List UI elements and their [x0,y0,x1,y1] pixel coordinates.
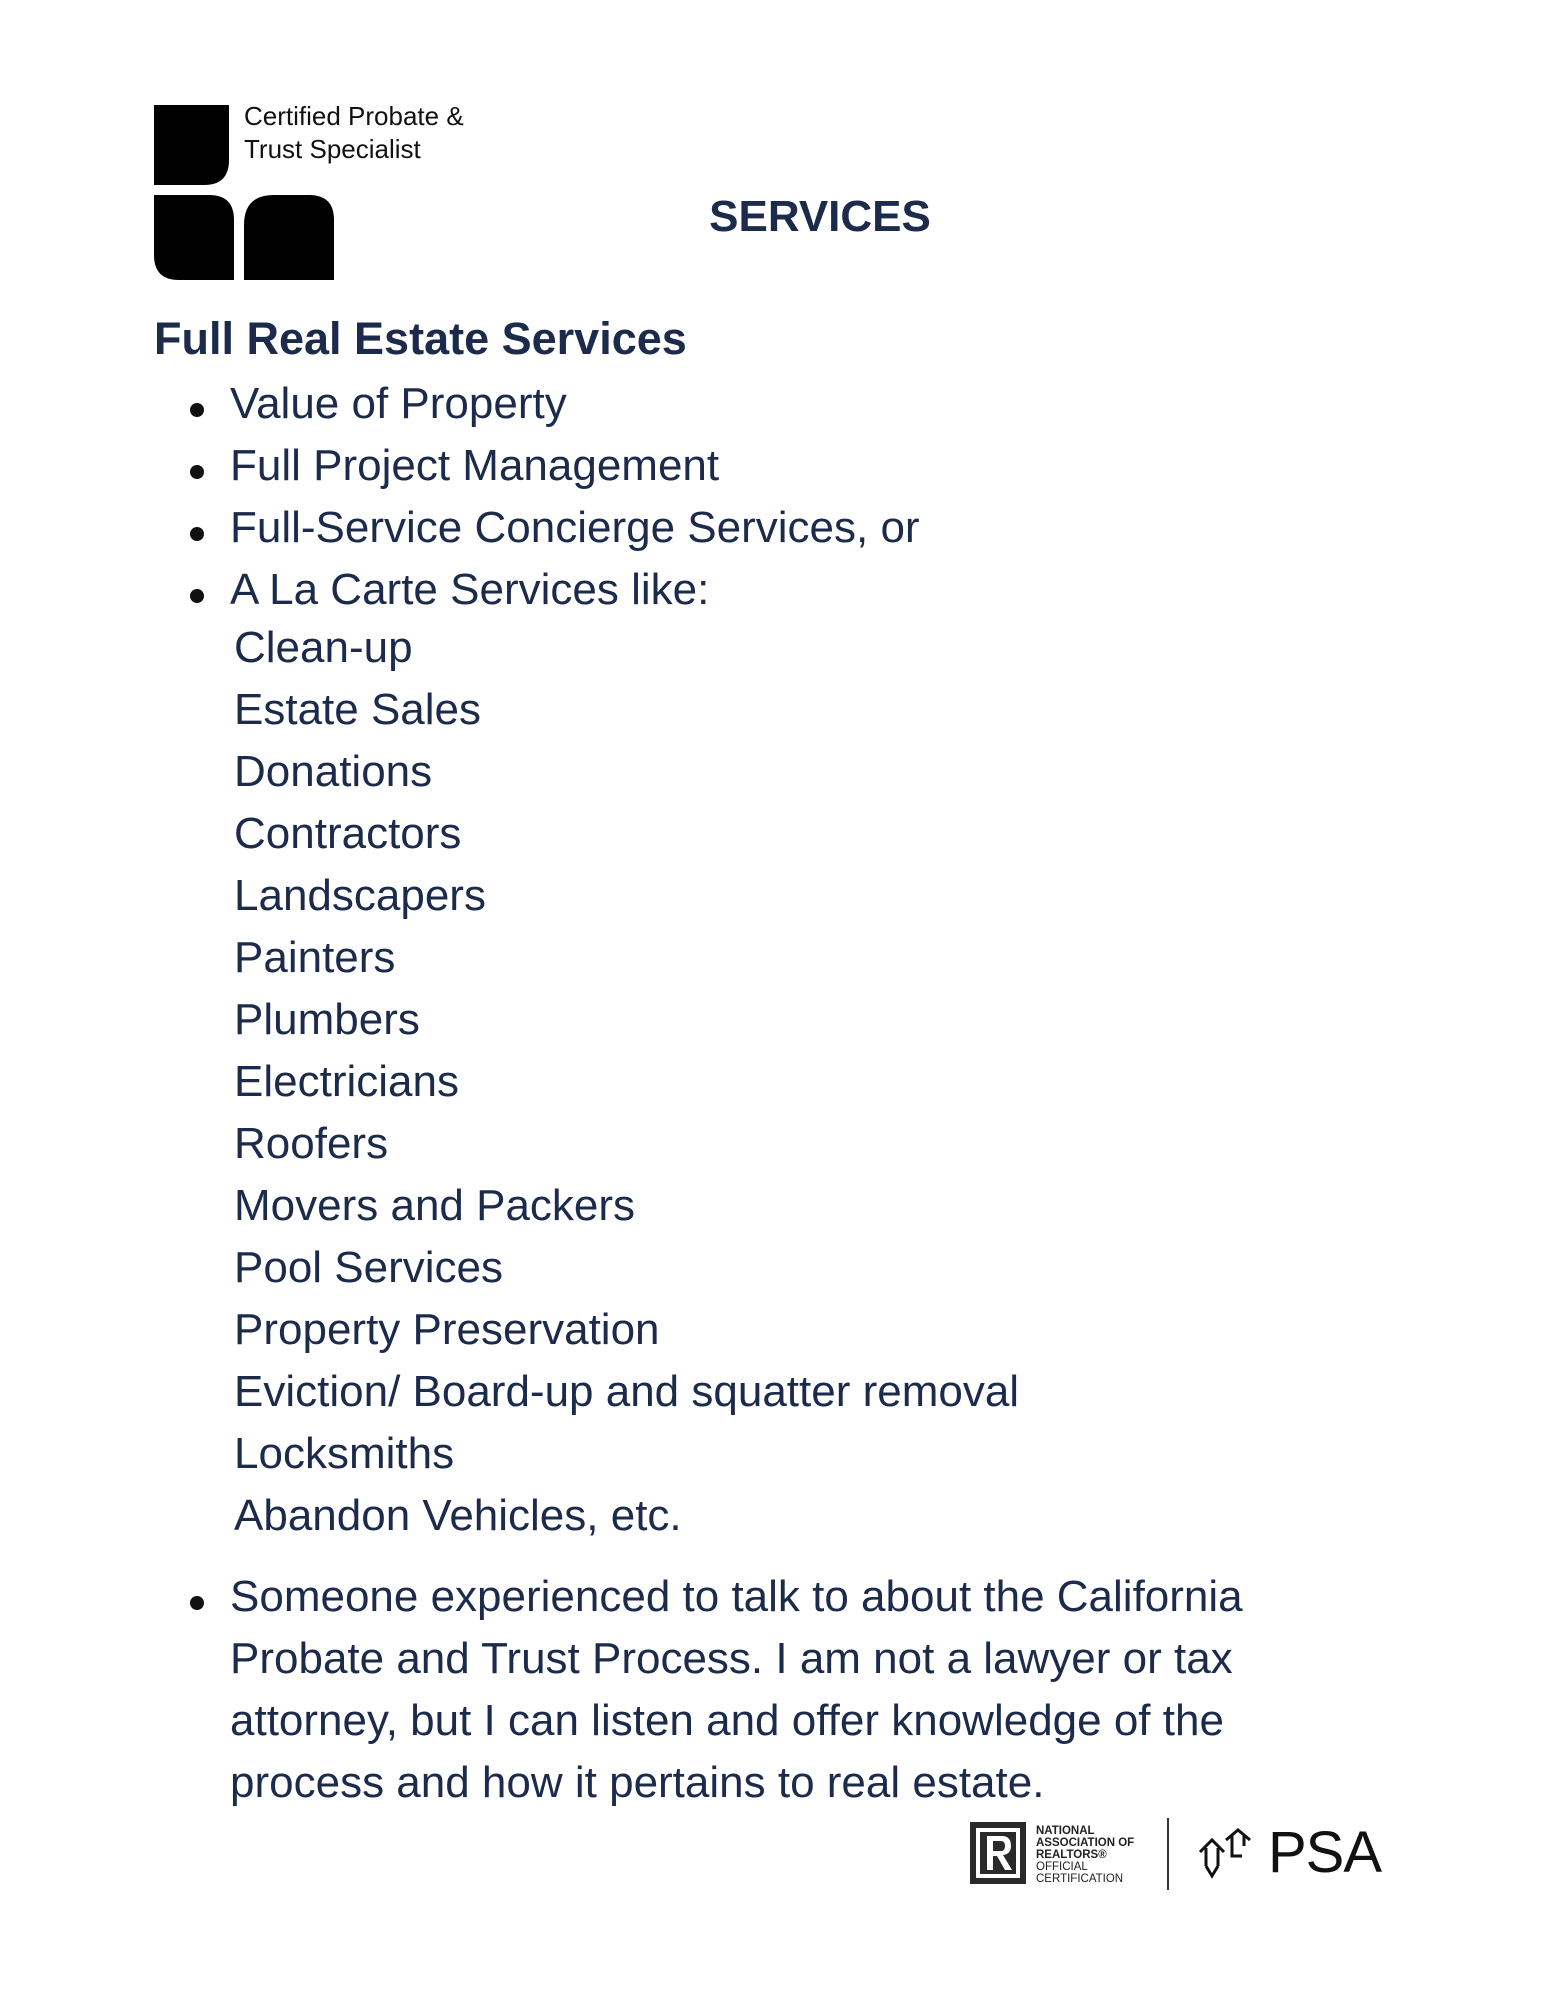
list-item: Full-Service Concierge Services, or [230,503,920,552]
logo-caption-line: Trust Specialist [244,134,421,164]
sub-list-item: Donations [234,747,433,796]
realtor-line: REALTORS® [1036,1849,1107,1861]
sub-list-item: Pool Services [234,1243,504,1292]
sub-list-item: Electricians [234,1057,459,1106]
bullet-dot-icon [190,403,204,417]
paragraph-line: process and how it pertains to real estate. [230,1758,1045,1807]
sub-list-item: Plumbers [234,995,420,1044]
list-item-paragraph [230,1566,1350,1814]
paragraph-line: Someone experienced to talk to about the California [230,1572,1243,1621]
realtor-line: CERTIFICATION [1036,1873,1124,1885]
psa-houses-icon [1196,1826,1266,1882]
section-heading: Full Real Estate Services [154,313,687,364]
logo-caption-line: Certified Probate & [244,101,464,131]
sub-list-item: Property Preservation [234,1305,660,1354]
logo-caption [244,100,464,166]
psa-label: PSA [1268,1820,1382,1885]
realtor-line: NATIONAL [1036,1825,1095,1837]
bullet-dot-icon [190,1596,204,1610]
bullet-dot-icon [190,465,204,479]
sub-list-item: Movers and Packers [234,1181,636,1230]
sub-list-item: Roofers [234,1119,389,1168]
list-item: Value of Property [230,379,567,428]
bullet-dot-icon [190,527,204,541]
paragraph-line: attorney, but I can listen and offer knowledge of the [230,1696,1224,1745]
sub-list-item: Estate Sales [234,685,482,734]
sub-list-item: Clean-up [234,623,413,672]
sub-list-item: Abandon Vehicles, etc. [234,1491,682,1540]
realtor-line: OFFICIAL [1036,1861,1088,1873]
sub-list-item: Contractors [234,809,462,858]
page-title: SERVICES [709,192,931,241]
sub-list-item: Landscapers [234,871,486,920]
footer-divider [1167,1818,1169,1890]
list-item: A La Carte Services like: [230,565,710,614]
realtor-r-logo-icon [970,1822,1026,1884]
sub-list-item: Eviction/ Board-up and squatter removal [234,1367,1020,1416]
list-item: Full Project Management [230,441,720,490]
bullet-dot-icon [190,589,204,603]
realtor-line: ASSOCIATION OF [1036,1837,1135,1849]
paragraph-line: Probate and Trust Process. I am not a lawyer or tax [230,1634,1233,1683]
realtor-certification-text [1036,1825,1134,1885]
sub-list-item: Painters [234,933,396,982]
sub-list-item: Locksmiths [234,1429,455,1478]
